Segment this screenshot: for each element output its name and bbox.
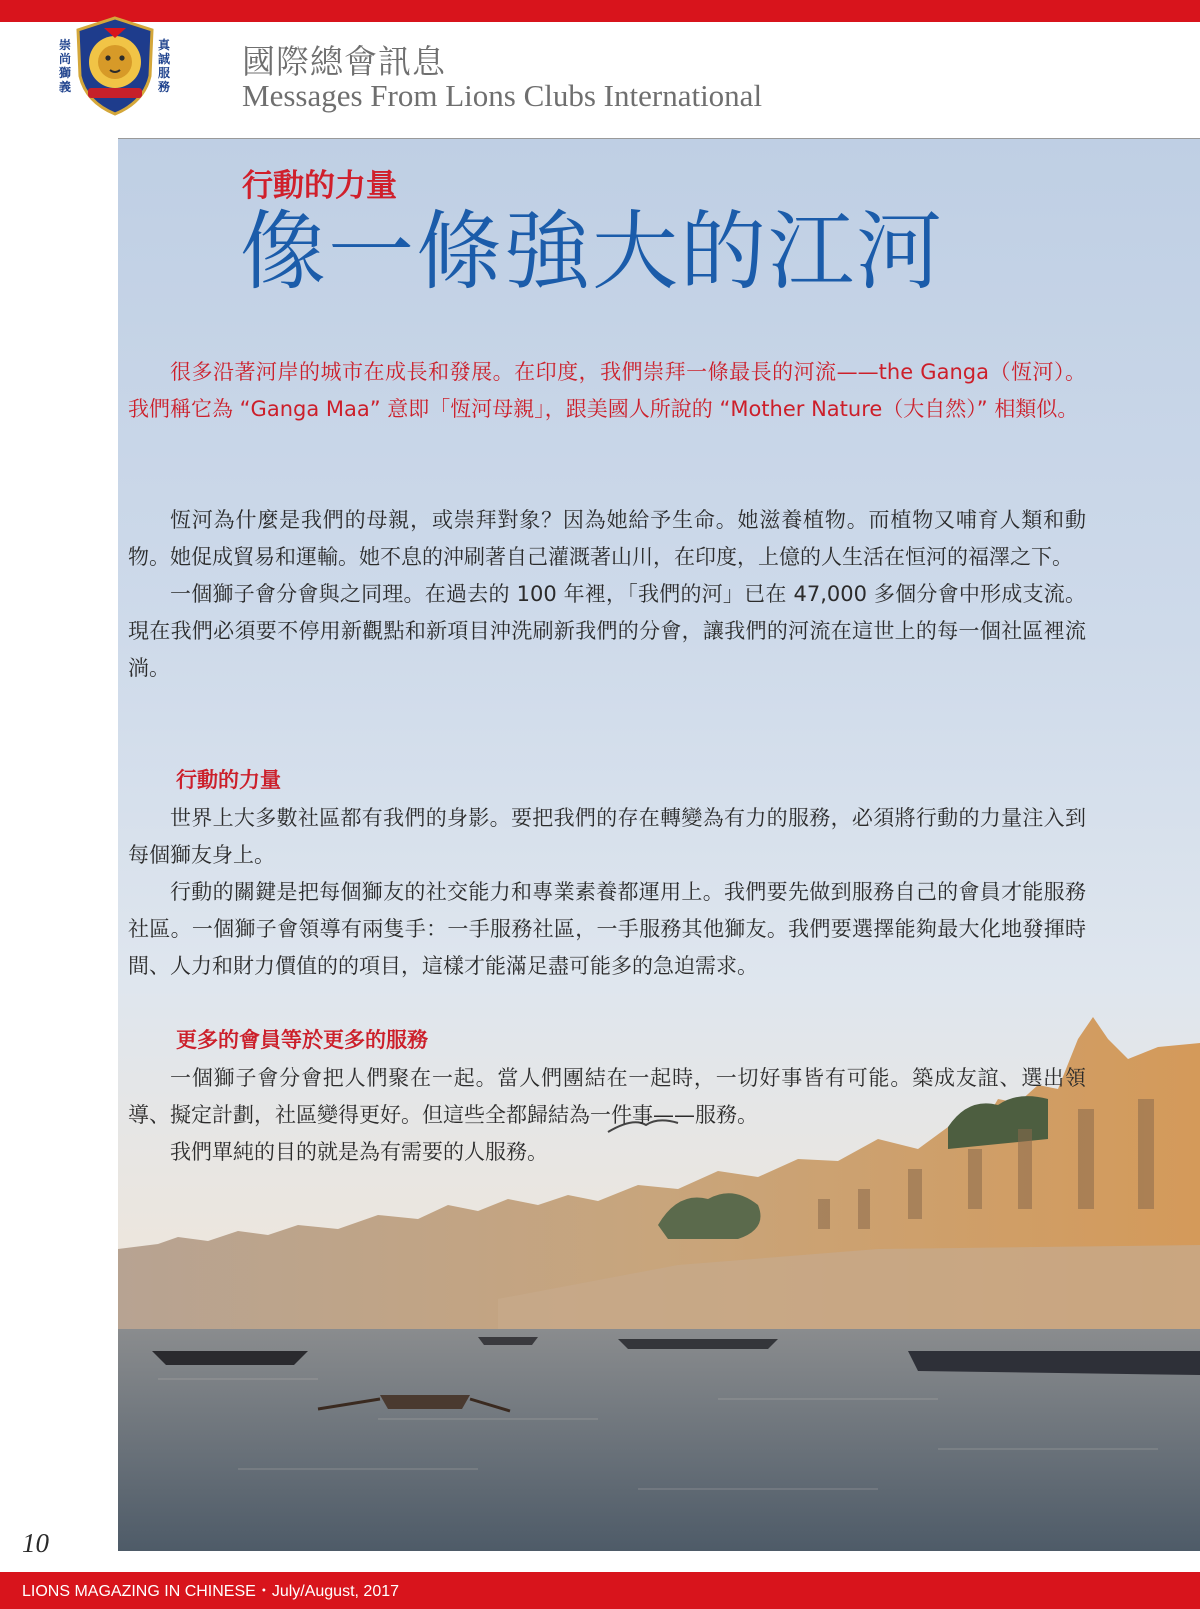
section-heading: 更多的會員等於更多的服務 [176, 1028, 428, 1052]
logo-right-motto: 真誠服務 [157, 38, 170, 94]
section-body [128, 1060, 1086, 1171]
body-paragraph: 世界上大多數社區都有我們的身影。要把我們的存在轉變為有力的服務，必須將行動的力量注入到每個獅友身上。 [128, 806, 1086, 867]
section-header-en: Messages From Lions Clubs International [242, 78, 763, 113]
article-body-opening [128, 502, 1086, 687]
body-paragraph: 一個獅子會分會與之同理。在過去的 100 年裡，「我們的河」已在 47,000 多個分會中形成支流。現在我們必須要不停用新觀點和新項目沖洗刷新我們的分會，讓我們的河流在這世上的每一個社區裡流淌。 [128, 582, 1086, 680]
body-paragraph: 行動的關鍵是把每個獅友的社交能力和專業素養都運用上。我們要先做到服務自己的會員才能服務社區。一個獅子會領導有兩隻手：一手服務社區，一手服務其他獅友。我們要選擇能夠最大化地發揮時間、人力和財力價值的的項目，這樣才能滿足盡可能多的急迫需求。 [128, 880, 1086, 978]
body-paragraph: 我們單純的目的就是為有需要的人服務。 [170, 1140, 548, 1164]
section-body [128, 800, 1086, 985]
page-number: 10 [22, 1528, 49, 1558]
body-paragraph: 一個獅子會分會把人們聚在一起。當人們團結在一起時，一切好事皆有可能。築成友誼、選出領導、擬定計劃，社區變得更好。但這些全都歸結為一件事——服務。 [128, 1066, 1086, 1127]
body-paragraph: 恆河為什麼是我們的母親，或崇拜對象？因為她給予生命。她滋養植物。而植物又哺育人類和動物。她促成貿易和運輸。她不息的沖刷著自己灌溉著山川，在印度，上億的人生活在恒河的福澤之下。 [128, 508, 1086, 569]
article-intro [128, 354, 1086, 428]
section-heading: 行動的力量 [176, 768, 281, 792]
footer-publication: LIONS MAGAZING IN CHINESE・July/August, 2017 [22, 1583, 400, 1600]
top-red-bar [0, 0, 1200, 22]
lions-club-crest-icon [74, 16, 156, 116]
logo-left-motto: 崇尚獅義 [58, 38, 71, 94]
section-header-zh: 國際總會訊息 [242, 42, 446, 81]
article-kicker: 行動的力量 [242, 168, 397, 204]
lions-club-logo [52, 16, 177, 121]
intro-paragraph: 很多沿著河岸的城市在成長和發展。在印度，我們崇拜一條最長的河流——the Ganga（恆河）。我們稱它為 “Ganga Maa” 意即「恆河母親」，跟美國人所說的 “Mother Nature（大自然）” 相類似。 [128, 360, 1086, 421]
article-title: 像一條強大的江河 [240, 202, 944, 302]
